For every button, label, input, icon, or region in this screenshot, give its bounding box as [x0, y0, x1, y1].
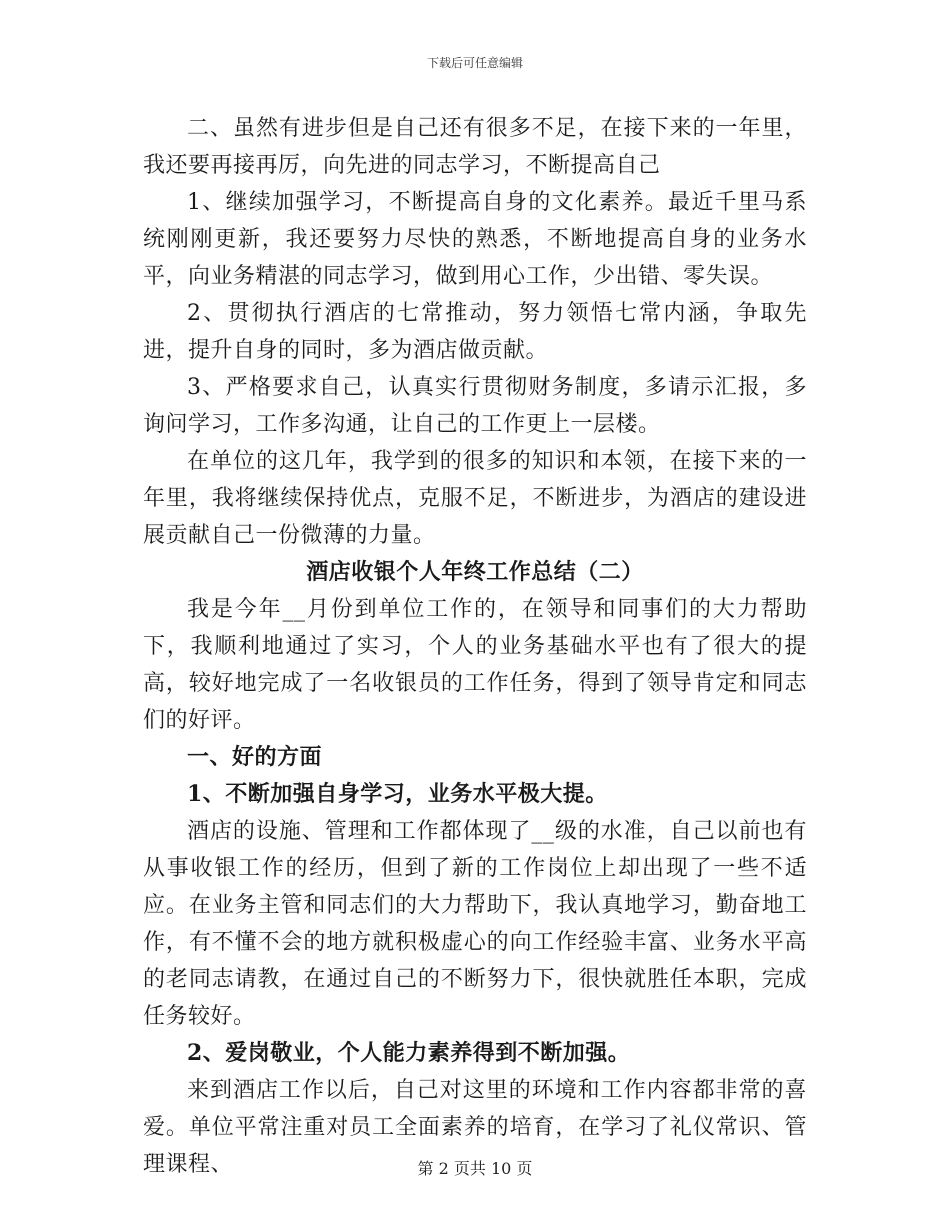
paragraph: 二、虽然有进步但是自己还有很多不足，在接下来的一年里，我还要再接再厉，向先进的同志学习，不断提高自己 — [143, 116, 807, 178]
paragraph: 在单位的这几年，我学到的很多的知识和本领，在接下来的一年里，我将继续保持优点，克服不足，不断进步，为酒店的建设进展贡献自己一份微薄的力量。 — [143, 449, 807, 548]
page-footer: 第 2 页共 10 页 — [417, 1159, 533, 1178]
section-title: 酒店收银个人年终工作总结（二） — [306, 559, 644, 585]
paragraph: 酒店的设施、管理和工作都体现了__级的水准，自己以前也有从事收银工作的经历，但到了新的工作岗位上却出现了一些不适应。在业务主管和同志们的大力帮助下，我认真地学习，勤奋地工作，有不懂不会的地方就积极虚心的向工作经验丰富、业务水平高的老同志请教，在通过自己的不断努力下，很快就胜任本职，完成任务较好。 — [143, 819, 807, 1029]
paragraph: 3、严格要求自己，认真实行贯彻财务制度，多请示汇报，多询问学习，工作多沟通，让自己的工作更上一层楼。 — [143, 375, 807, 437]
paragraph: 1、继续加强学习，不断提高自身的文化素养。最近千里马系统刚刚更新，我还要努力尽快的熟悉，不断地提高自身的业务水平，向业务精湛的同志学习，做到用心工作，少出错、零失误。 — [143, 190, 807, 289]
subsection-heading: 1、不断加强自身学习，业务水平极大提。 — [187, 781, 608, 807]
page-header: 下载后可任意编辑 — [426, 56, 523, 70]
document-body — [143, 110, 807, 1183]
subsection-heading: 2、爱岗敬业，个人能力素养得到不断加强。 — [187, 1040, 631, 1066]
paragraph: 我是今年__月份到单位工作的，在领导和同事们的大力帮助下，我顺利地通过了实习，个人的业务基础水平也有了很大的提高，较好地完成了一名收银员的工作任务，得到了领导肯定和同志们的好评。 — [143, 597, 807, 733]
section-heading: 一、好的方面 — [187, 744, 323, 770]
paragraph: 2、贯彻执行酒店的七常推动，努力领悟七常内涵，争取先进，提升自身的同时，多为酒店做贡献。 — [143, 301, 807, 363]
paragraph: 来到酒店工作以后，自己对这里的环境和工作内容都非常的喜爱。单位平常注重对员工全面素养的培育，在学习了礼仪常识、管理课程、 — [143, 1078, 807, 1177]
